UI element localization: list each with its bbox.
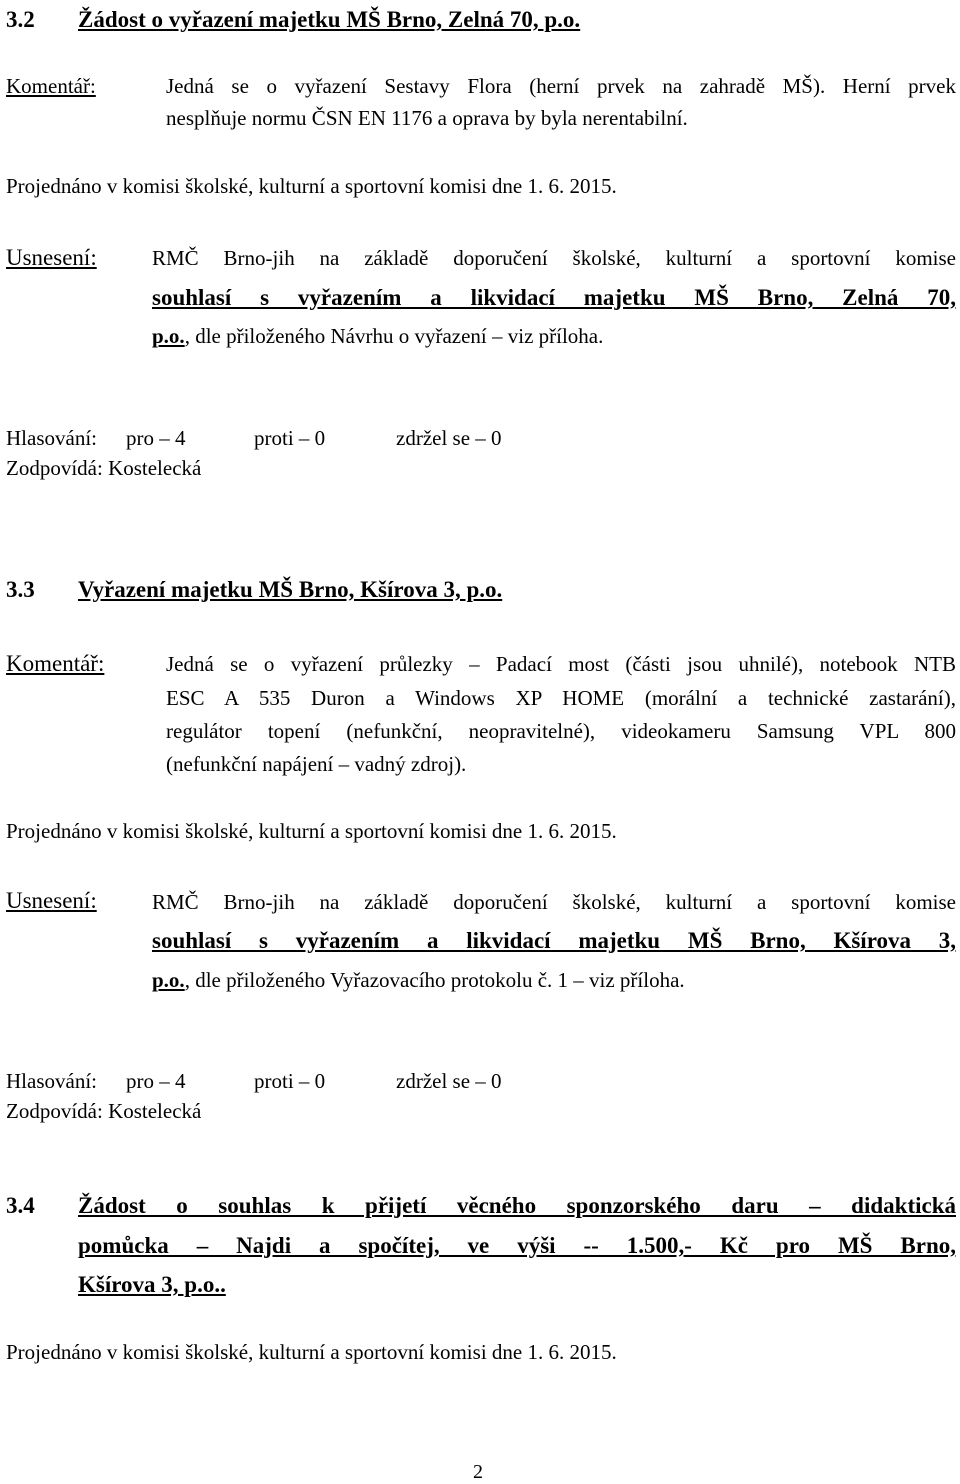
resolution-label: Usnesení: bbox=[6, 888, 97, 913]
section-title-line: Žádost o souhlas k přijetí věcného sponzorského daru – didaktická bbox=[78, 1193, 956, 1218]
section-title-line: Kšírova 3, p.o.. bbox=[78, 1272, 226, 1297]
section-title-line: pomůcka – Najdi a spočítej, ve výši -- 1.500,- Kč pro MŠ Brno, bbox=[78, 1233, 956, 1258]
voting-zdrzel: zdržel se – 0 bbox=[396, 426, 502, 450]
voting-proti: proti – 0 bbox=[254, 426, 326, 450]
voting-label: Hlasování: bbox=[6, 1069, 97, 1093]
resolution-tail: , dle přiloženého Návrhu o vyřazení – viz příloha. bbox=[184, 324, 604, 348]
voting-zdrzel: zdržel se – 0 bbox=[396, 1069, 502, 1093]
section-number: 3.3 bbox=[6, 577, 35, 602]
comment-line: Jedná se o vyřazení Sestavy Flora (herní prvek na zahradě MŠ). Herní prvek bbox=[166, 74, 956, 98]
resolution-continuation bbox=[152, 324, 603, 349]
responsible: Zodpovídá: Kostelecká bbox=[6, 456, 202, 480]
comment-line: ESC A 535 Duron a Windows XP HOME (morální a technické zastarání), bbox=[166, 686, 956, 710]
discussed-note: Projednáno v komisi školské, kulturní a sportovní komisi dne 1. 6. 2015. bbox=[6, 1340, 617, 1364]
resolution-tail: , dle přiloženého Vyřazovacího protokolu č. 1 – viz příloha. bbox=[184, 968, 685, 992]
comment-line: nesplňuje normu ČSN EN 1176 a oprava by byla nerentabilní. bbox=[166, 106, 688, 130]
voting-proti: proti – 0 bbox=[254, 1069, 326, 1093]
section-title: Žádost o vyřazení majetku MŠ Brno, Zelná 70, p.o. bbox=[78, 7, 581, 32]
responsible: Zodpovídá: Kostelecká bbox=[6, 1099, 202, 1123]
resolution-decision: souhlasí s vyřazením a likvidací majetku MŠ Brno, Zelná 70, bbox=[152, 285, 956, 310]
discussed-note: Projednáno v komisi školské, kulturní a sportovní komisi dne 1. 6. 2015. bbox=[6, 174, 617, 198]
section-number: 3.4 bbox=[6, 1193, 35, 1218]
section-title: Vyřazení majetku MŠ Brno, Kšírova 3, p.o. bbox=[78, 577, 503, 602]
page-number: 2 bbox=[473, 1461, 483, 1483]
comment-line: regulátor topení (nefunkční, neopravitelné), videokameru Samsung VPL 800 bbox=[166, 719, 956, 743]
resolution-decision-tail: p.o. bbox=[152, 968, 185, 992]
resolution-decision: souhlasí s vyřazením a likvidací majetku MŠ Brno, Kšírova 3, bbox=[152, 928, 956, 953]
section-number: 3.2 bbox=[6, 7, 35, 32]
voting-label: Hlasování: bbox=[6, 426, 97, 450]
discussed-note: Projednáno v komisi školské, kulturní a sportovní komisi dne 1. 6. 2015. bbox=[6, 819, 617, 843]
resolution-text: RMČ Brno-jih na základě doporučení školské, kulturní a sportovní komise bbox=[152, 246, 956, 270]
comment-line: Jedná se o vyřazení průlezky – Padací most (části jsou uhnilé), notebook NTB bbox=[166, 652, 956, 676]
voting-pro: pro – 4 bbox=[126, 426, 186, 450]
comment-label: Komentář: bbox=[6, 74, 96, 98]
comment-label: Komentář: bbox=[6, 651, 105, 676]
resolution-continuation bbox=[152, 968, 685, 993]
voting-pro: pro – 4 bbox=[126, 1069, 186, 1093]
resolution-decision-tail: p.o. bbox=[152, 324, 185, 348]
resolution-text: RMČ Brno-jih na základě doporučení školské, kulturní a sportovní komise bbox=[152, 890, 956, 914]
resolution-label: Usnesení: bbox=[6, 245, 97, 270]
comment-line: (nefunkční napájení – vadný zdroj). bbox=[166, 752, 467, 776]
